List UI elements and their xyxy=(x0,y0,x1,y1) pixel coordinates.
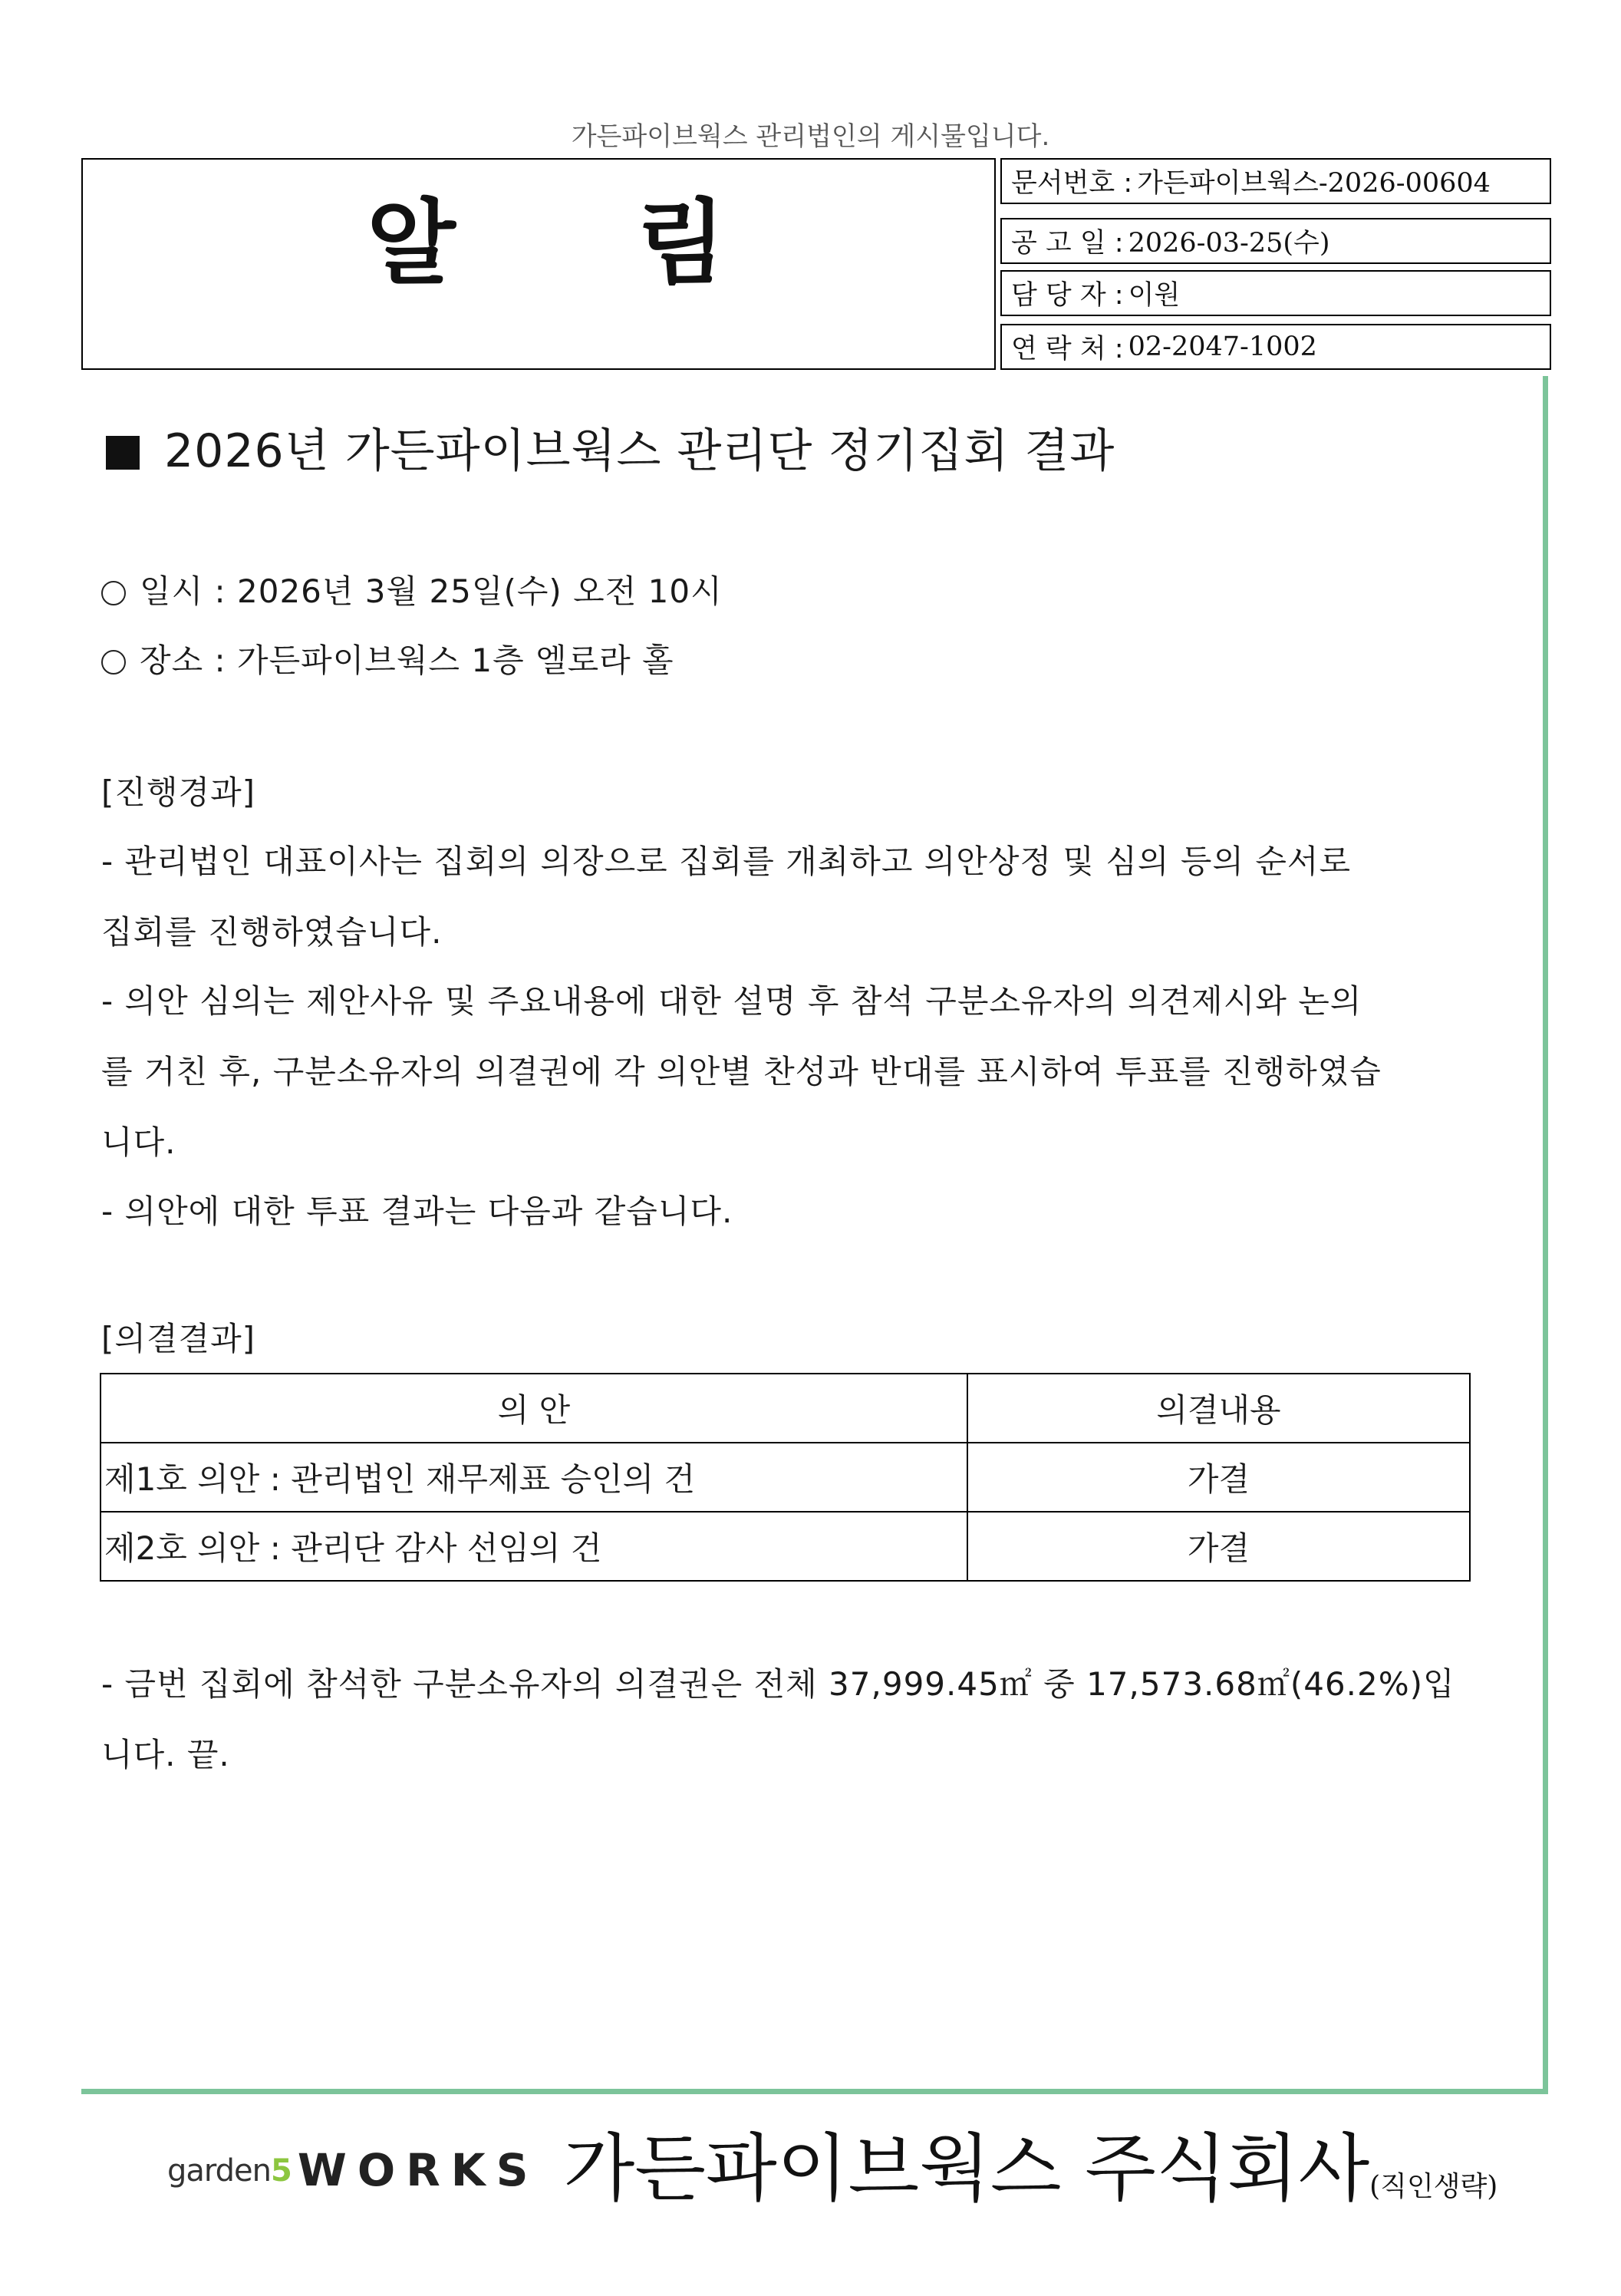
meta-contact xyxy=(1000,324,1551,370)
title-char-1: 알 xyxy=(367,190,456,297)
table-row xyxy=(100,1512,1470,1581)
seal-omitted-note: (직인생략) xyxy=(1369,2171,1498,2202)
progress-line: - 관리법인 대표이사는 집회의 의장으로 집회를 개최하고 의안상정 및 심의 등의 순서로 xyxy=(101,843,1352,880)
document-heading-text: 2026년 가든파이브웍스 관리단 정기집회 결과 xyxy=(164,424,1115,478)
circle-bullet-icon xyxy=(101,581,126,605)
info-datetime xyxy=(101,566,723,612)
company-name: 가든파이브웍스 주식회사 xyxy=(563,2126,1370,2212)
closing-line: 니다. 끝. xyxy=(101,1736,230,1773)
progress-line: - 의안 심의는 제안사유 및 주요내용에 대한 설명 후 참석 구분소유자의 의견제시와 논의 xyxy=(101,982,1362,1020)
meta-value: 가든파이브웍스-2026-00604 xyxy=(1137,168,1491,199)
info-place-text: 장소 : 가든파이브웍스 1층 엘로라 홀 xyxy=(140,642,674,679)
document-heading xyxy=(106,414,1115,480)
meta-label: 연 락 처 : xyxy=(1011,334,1124,365)
meta-doc-number xyxy=(1000,158,1551,204)
progress-line: 를 거친 후, 구분소유자의 의결권에 각 의안별 찬성과 반대를 표시하여 투표를 진행하였습 xyxy=(101,1053,1382,1090)
logo-five-text: 5 xyxy=(271,2153,292,2189)
company-logo xyxy=(167,2153,292,2189)
progress-line: 집회를 진행하였습니다. xyxy=(101,913,443,951)
vote-result-table xyxy=(100,1373,1471,1582)
info-place xyxy=(101,635,674,681)
progress-line: - 의안에 대한 투표 결과는 다음과 같습니다. xyxy=(101,1193,733,1230)
meta-value: 2026-03-25(수) xyxy=(1128,228,1330,259)
title-box xyxy=(81,158,996,370)
circle-bullet-icon xyxy=(101,650,126,675)
square-bullet-icon xyxy=(106,436,140,470)
section-title-result: [의결결과] xyxy=(101,1320,256,1357)
footer xyxy=(167,2126,1498,2212)
info-datetime-text: 일시 : 2026년 3월 25일(수) 오전 10시 xyxy=(140,572,723,610)
header-item: 의 안 xyxy=(100,1374,967,1443)
meta-value: 이원 xyxy=(1128,280,1181,311)
logo-garden-text: garden xyxy=(167,2153,271,2189)
meta-label: 공 고 일 : xyxy=(1011,228,1124,259)
meta-value: 02-2047-1002 xyxy=(1128,332,1317,362)
table-header-row xyxy=(100,1374,1470,1443)
table-row xyxy=(100,1443,1470,1512)
meta-label: 문서번호 : xyxy=(1011,168,1133,199)
logo-works-text: WORKS xyxy=(297,2144,539,2196)
cell-item: 제2호 의안 : 관리단 감사 선임의 건 xyxy=(100,1512,967,1581)
progress-line: 니다. xyxy=(101,1123,176,1161)
cell-item: 제1호 의안 : 관리법인 재무제표 승인의 건 xyxy=(100,1443,967,1512)
section-title-progress: [진행경과] xyxy=(101,774,256,811)
posting-notice: 가든파이브웍스 관리법인의 게시물입니다. xyxy=(571,121,1050,152)
cell-content: 가결 xyxy=(967,1512,1470,1581)
frame-border-right xyxy=(1543,376,1548,2093)
closing-line: - 금번 집회에 참석한 구분소유자의 의결권은 전체 37,999.45㎡ 중 17,573.68㎡(46.2%)입 xyxy=(101,1665,1455,1703)
header-content: 의결내용 xyxy=(967,1374,1470,1443)
frame-border-bottom xyxy=(81,2089,1548,2094)
meta-person-in-charge xyxy=(1000,270,1551,316)
meta-notice-date xyxy=(1000,218,1551,264)
title-char-2: 림 xyxy=(637,190,726,297)
meta-label: 담 당 자 : xyxy=(1011,280,1124,311)
cell-content: 가결 xyxy=(967,1443,1470,1512)
